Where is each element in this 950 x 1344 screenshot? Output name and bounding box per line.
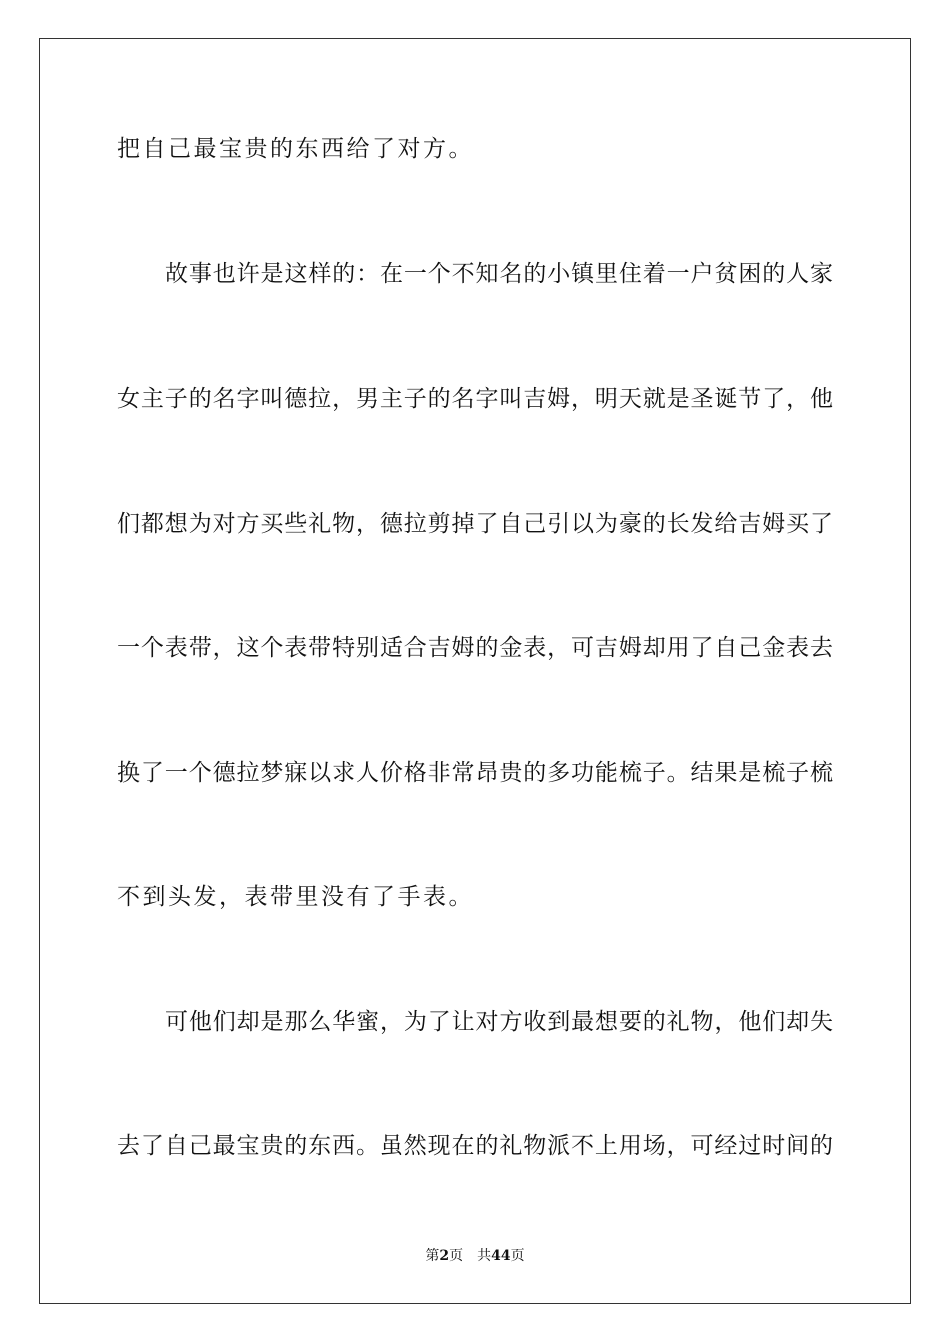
text-line-1: 把自己最宝贵的东西给了对方。: [117, 136, 474, 162]
page-border: [39, 38, 911, 1304]
page-footer: [0, 1246, 950, 1266]
text-line-4: 们都想为对方买些礼物，德拉剪掉了自己引以为豪的长发给吉姆买了: [117, 511, 833, 537]
page-suffix: 页: [449, 1248, 464, 1264]
total-prefix: 共: [477, 1248, 492, 1264]
text-line-3: 女主子的名字叫德拉，男主子的名字叫吉姆，明天就是圣诞节了，他: [117, 386, 833, 412]
text-line-9: 去了自己最宝贵的东西。虽然现在的礼物派不上用场，可经过时间的: [117, 1133, 833, 1159]
page-prefix: 第: [425, 1248, 440, 1264]
text-line-7: 不到头发，表带里没有了手表。: [117, 884, 474, 910]
total-suffix: 页: [510, 1248, 525, 1264]
text-line-8: 可他们却是那么华蜜，为了让对方收到最想要的礼物，他们却失: [165, 1009, 833, 1035]
page-number: 2: [439, 1248, 450, 1264]
total-pages: 44: [491, 1248, 511, 1264]
text-line-5: 一个表带，这个表带特别适合吉姆的金表，可吉姆却用了自己金表去: [117, 635, 833, 661]
text-line-2: 故事也许是这样的：在一个不知名的小镇里住着一户贫困的人家: [165, 261, 833, 287]
text-line-6: 换了一个德拉梦寐以求人价格非常昂贵的多功能梳子。结果是梳子梳: [117, 760, 833, 786]
